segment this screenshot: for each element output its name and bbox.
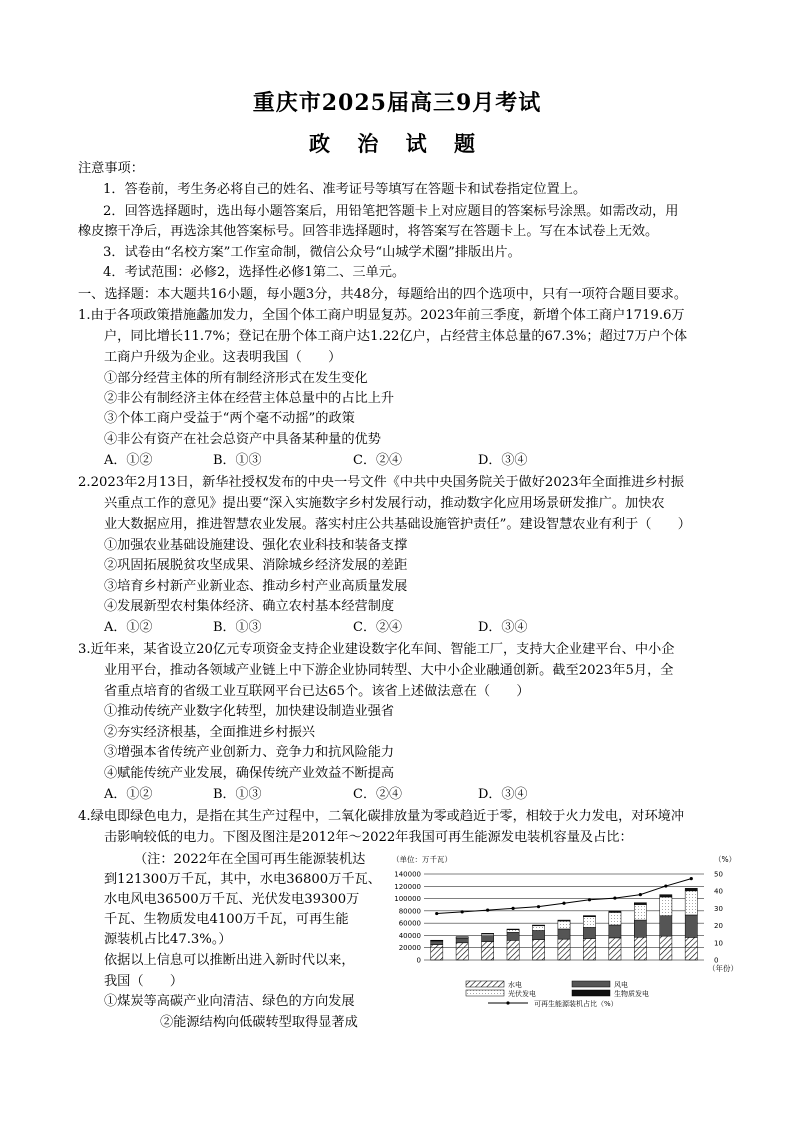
bar-2 xyxy=(609,925,621,938)
bar-3 xyxy=(532,926,544,931)
q4-item-2: ②能源结构向低碳转型取得显著成 xyxy=(160,1015,358,1030)
q3-option-d: D．③④ xyxy=(478,787,528,802)
q4-ask-2: 我国（ ） xyxy=(104,974,184,989)
share-line xyxy=(437,879,692,914)
q2-option-d: D．③④ xyxy=(478,620,528,635)
page-title: 重庆市2025届高三9月考试 xyxy=(252,90,542,116)
share-point xyxy=(537,905,540,908)
y-left-tick-label: 140000 xyxy=(394,870,421,879)
q1-option-c: C．②④ xyxy=(353,453,402,468)
bar-2 xyxy=(532,931,544,940)
section-heading: 一、选择题：本大题共16小题，每小题3分，共48分，每题给出的四个选项中，只有一项符合题目要求。 xyxy=(78,287,688,302)
legend-label: 生物质发电 xyxy=(614,990,649,998)
share-point xyxy=(486,909,489,912)
bar-4 xyxy=(558,920,570,921)
bar-3 xyxy=(685,891,697,915)
bar-2 xyxy=(660,916,672,936)
q2-line-1: 2.2023年2月13日，新华社授权发布的中央一号文件《中共中央国务院关于做好2023年全面推进乡村振 xyxy=(78,475,684,490)
bar-1 xyxy=(431,945,443,960)
legend-label: 光伏发电 xyxy=(508,990,536,998)
bar-4 xyxy=(685,888,697,891)
q1-line-3: 工商户升级为企业。这表明我国（ ） xyxy=(104,350,342,365)
renewable-capacity-chart xyxy=(382,848,744,1008)
y-left-tick-label: 20000 xyxy=(398,944,421,953)
bar-3 xyxy=(660,897,672,916)
bar-3 xyxy=(507,930,519,933)
bar-1 xyxy=(532,940,544,960)
bar-4 xyxy=(583,916,595,917)
legend-swatch xyxy=(572,990,610,996)
q3-line-1: 3.近年来，某省设立20亿元专项资金支持企业建设数字化车间、智能工厂，支持大企业建平台、中小企 xyxy=(78,642,675,657)
bar-4 xyxy=(660,895,672,897)
y-left-tick-label: 120000 xyxy=(394,882,421,891)
bar-2 xyxy=(431,941,443,945)
bar-1 xyxy=(660,936,672,960)
y-axis-right-label: （%） xyxy=(714,855,737,864)
share-point xyxy=(613,896,616,899)
share-point xyxy=(435,912,438,915)
legend-swatch xyxy=(466,981,504,987)
q4-note-1: （注：2022年在全国可再生能源装机达 xyxy=(134,852,366,867)
q1-item-2: ②非公有制经济主体在经营主体总量中的占比上升 xyxy=(104,391,395,406)
q2-option-c: C．②④ xyxy=(353,620,402,635)
y-left-tick-label: 80000 xyxy=(398,907,421,916)
q4-note-2: 到121300万千瓦，其中，水电36800万千瓦、 xyxy=(104,872,381,887)
y-right-tick-label: 50 xyxy=(714,870,723,879)
q3-option-b: B．①③ xyxy=(213,787,262,802)
bar-1 xyxy=(634,937,646,960)
bar-2 xyxy=(507,932,519,940)
q2-option-b: B．①③ xyxy=(213,620,262,635)
bar-4 xyxy=(532,925,544,926)
legend-label: 水电 xyxy=(508,981,522,989)
q4-note-3: 水电风电36500万千瓦、光伏发电39300万 xyxy=(104,892,360,907)
bar-1 xyxy=(685,937,697,960)
bar-4 xyxy=(609,911,621,912)
share-point xyxy=(664,884,667,887)
bar-2 xyxy=(634,920,646,937)
bar-3 xyxy=(482,934,494,936)
q1-option-d: D．③④ xyxy=(478,453,528,468)
q4-line-1: 4.绿电即绿色电力，是指在其生产过程中，二氧化碳排放量为零或趋近于零，相较于火力发电，对环境冲 xyxy=(78,809,685,824)
y-right-tick-label: 0 xyxy=(714,956,719,965)
legend-swatch xyxy=(466,990,504,996)
bar-2 xyxy=(456,938,468,943)
q2-item-4: ④发展新型农村集体经济、确立农村基本经营制度 xyxy=(104,599,395,614)
share-point xyxy=(588,898,591,901)
bar-2 xyxy=(583,927,595,938)
bar-1 xyxy=(609,938,621,960)
notice-item-4: 4．考试范围：必修2，选择性必修1第二、三单元。 xyxy=(103,265,406,280)
share-point xyxy=(461,910,464,913)
notice-item-3: 3．试卷由“名校方案”工作室命制，微信公众号“山城学术圈”排版出片。 xyxy=(103,245,521,260)
share-point xyxy=(690,877,693,880)
notice-item-2: 2．回答选择题时，选出每小题答案后，用铅笔把答题卡上对应题目的答案标号涂黑。如需改动，用 xyxy=(103,204,679,219)
bar-1 xyxy=(558,939,570,960)
page-subtitle: 政 治 试 题 xyxy=(309,131,485,156)
bar-2 xyxy=(558,929,570,939)
q1-item-4: ④非公有资产在社会总资产中具备某种量的优势 xyxy=(104,432,381,447)
x-axis-label: （年份） xyxy=(708,964,738,973)
bar-3 xyxy=(634,905,646,921)
bar-3 xyxy=(583,917,595,928)
bar-2 xyxy=(685,915,697,937)
y-right-tick-label: 10 xyxy=(714,939,723,948)
bar-1 xyxy=(507,940,519,960)
bar-3 xyxy=(558,921,570,929)
y-left-tick-label: 60000 xyxy=(398,919,421,928)
q4-line-2: 击影响较低的电力。下图及图注是2012年～2022年我国可再生能源发电装机容量及占比： xyxy=(104,830,633,845)
y-left-tick-label: 40000 xyxy=(398,931,421,940)
bar-4 xyxy=(507,929,519,930)
q3-option-c: C．②④ xyxy=(353,787,402,802)
q1-item-3: ③个体工商户受益于“两个毫不动摇”的政策 xyxy=(104,411,355,426)
y-left-tick-label: 100000 xyxy=(394,895,421,904)
bar-1 xyxy=(583,939,595,961)
q2-line-3: 业大数据应用，推进智慧农业发展。落实村庄公共基础设施管护责任”。建设智慧农业有利于（ ） xyxy=(104,517,691,532)
q2-item-3: ③培育乡村新产业新业态、推动乡村产业高质量发展 xyxy=(104,579,408,594)
q2-line-2: 兴重点工作的意见》提出要“深入实施数字乡村发展行动，推动数字化应用场景研发推广。加快农 xyxy=(104,496,665,511)
bar-1 xyxy=(482,942,494,960)
y-right-tick-label: 20 xyxy=(714,922,723,931)
q2-item-2: ②巩固拓展脱贫攻坚成果、消除城乡经济发展的差距 xyxy=(104,558,408,573)
share-point xyxy=(511,907,514,910)
bar-4 xyxy=(634,903,646,905)
q1-option-b: B．①③ xyxy=(213,453,262,468)
bar-2 xyxy=(482,936,494,942)
q4-note-5: 源装机占比47.3%。） xyxy=(104,932,232,947)
q1-option-a: A．①② xyxy=(104,453,153,468)
q3-item-2: ②夯实经济根基，全面推进乡村振兴 xyxy=(104,725,315,740)
q4-item-1: ①煤炭等高碳产业向清洁、绿色的方向发展 xyxy=(104,994,355,1009)
y-right-tick-label: 30 xyxy=(714,904,723,913)
q1-item-1: ①部分经营主体的所有制经济形式在发生变化 xyxy=(104,371,368,386)
share-point xyxy=(639,893,642,896)
q4-note-4: 千瓦、生物质发电4100万千瓦，可再生能 xyxy=(104,912,349,927)
q1-line-1: 1.由于各项政策措施蠡加发力，全国个体工商户明显复苏。2023年前三季度，新增个体工商户1719.6万 xyxy=(78,308,685,323)
y-axis-left-label: （单位：万千瓦） xyxy=(392,855,452,864)
bar-4 xyxy=(482,933,494,934)
q3-option-a: A．①② xyxy=(104,787,153,802)
q3-line-2: 业用平台，推动各领域产业链上中下游企业协同转型、大中小企业融通创新。截至2023年5月，全 xyxy=(104,663,674,678)
q1-line-2: 户，同比增长11.7%；登记在册个体工商户达1.22亿户，占经营主体总量的67.3%；超过7万户个体 xyxy=(104,329,688,344)
q3-item-4: ④赋能传统产业发展，确保传统产业效益不断提高 xyxy=(104,766,395,781)
y-left-tick-label: 0 xyxy=(416,956,421,965)
y-right-tick-label: 40 xyxy=(714,887,723,896)
q2-item-1: ①加强农业基础设施建设、强化农业科技和装备支撑 xyxy=(104,538,408,553)
q3-line-3: 省重点培育的省级工业互联网平台已达65个。该省上述做法意在（ ） xyxy=(104,684,530,699)
notice-heading: 注意事项： xyxy=(78,161,144,176)
share-point xyxy=(562,902,565,905)
q3-item-1: ①推动传统产业数字化转型，加快建设制造业强省 xyxy=(104,704,395,719)
legend-line-marker xyxy=(506,1001,509,1004)
q2-option-a: A．①② xyxy=(104,620,153,635)
q4-ask-1: 依据以上信息可以推断出进入新时代以来， xyxy=(104,953,355,968)
legend-label: 风电 xyxy=(614,981,628,989)
bar-1 xyxy=(456,943,468,960)
notice-item-2-cont: 橡皮擦干净后，再选涂其他答案标号。回答非选择题时，将答案写在答题卡上。写在本试卷上无效。 xyxy=(78,224,659,239)
legend-swatch xyxy=(572,981,610,987)
legend-line-label: 可再生能源装机占比（%） xyxy=(534,1000,618,1008)
bar-3 xyxy=(609,912,621,925)
notice-item-1: 1．答卷前，考生务必将自己的姓名、准考证号等填写在答题卡和试卷指定位置上。 xyxy=(103,182,587,197)
bar-4 xyxy=(456,937,468,938)
q3-item-3: ③增强本省传统产业创新力、竞争力和抗风险能力 xyxy=(104,745,395,760)
